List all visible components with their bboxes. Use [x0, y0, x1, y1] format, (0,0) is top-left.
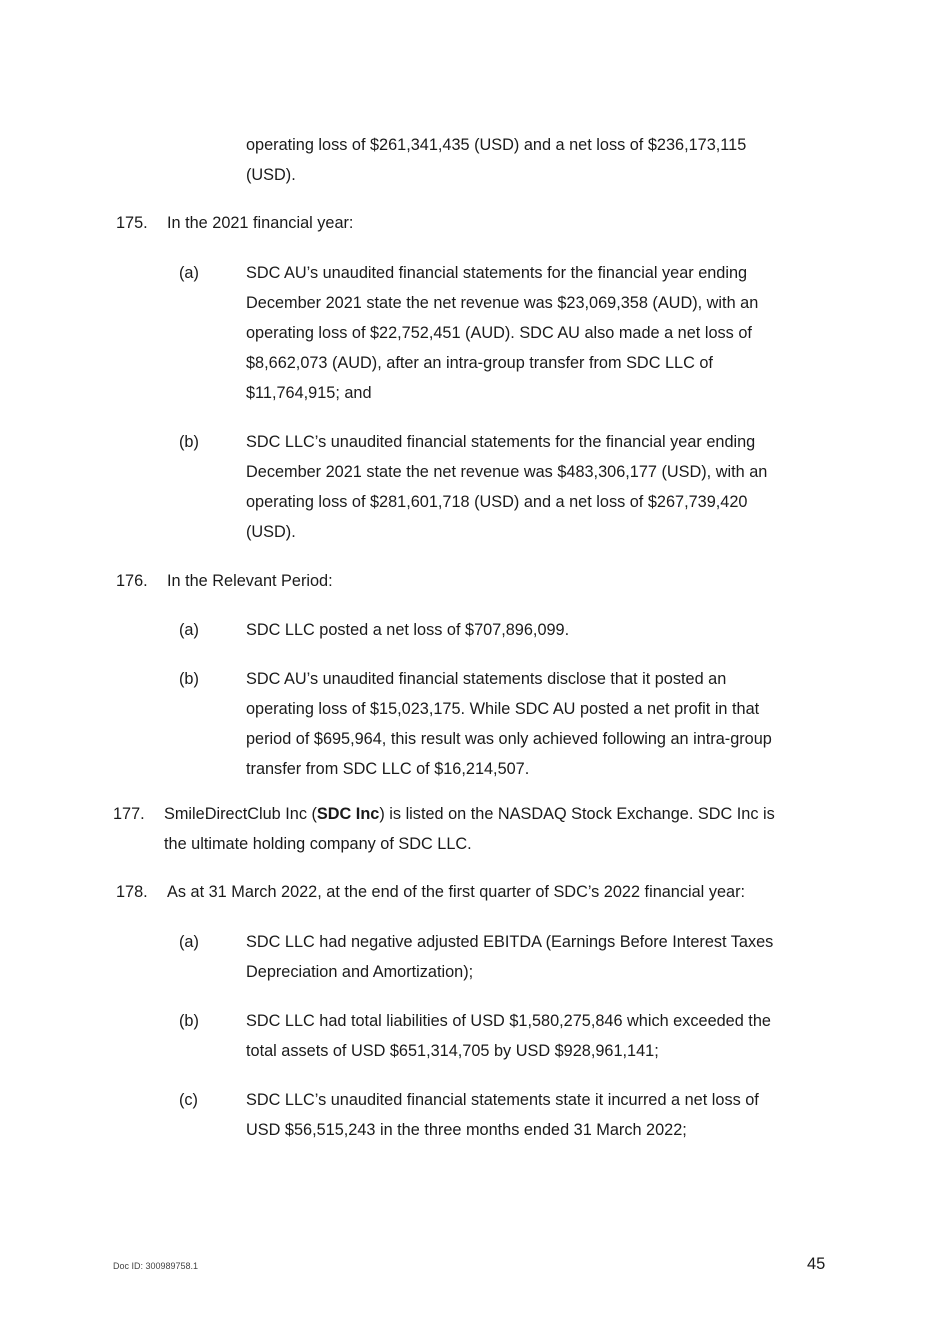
subparagraph-line: SDC LLC posted a net loss of $707,896,099.	[246, 621, 570, 639]
subparagraph-line: transfer from SDC LLC of $16,214,507.	[246, 760, 530, 778]
subparagraph-line: total assets of USD $651,314,705 by USD $928,961,141;	[246, 1042, 659, 1060]
subparagraph-line: (USD).	[246, 523, 296, 541]
subparagraph-line: SDC LLC’s unaudited financial statements state it incurred a net loss of	[246, 1091, 759, 1109]
page-number: 45	[807, 1255, 826, 1273]
subparagraph-line: operating loss of $22,752,451 (AUD). SDC AU also made a net loss of	[246, 324, 752, 342]
defined-term: SDC Inc	[316, 805, 380, 823]
subparagraph-line: SDC AU’s unaudited financial statements for the financial year ending	[246, 264, 748, 282]
subparagraph-line: SDC LLC had total liabilities of USD $1,580,275,846 which exceeded the	[246, 1012, 771, 1030]
subparagraph-line: $8,662,073 (AUD), after an intra-group transfer from SDC LLC of	[246, 354, 713, 372]
subparagraph-line: SDC LLC’s unaudited financial statements for the financial year ending	[246, 433, 756, 451]
subparagraph-label: (c)	[179, 1091, 198, 1109]
subparagraph-line: December 2021 state the net revenue was $483,306,177 (USD), with an	[246, 463, 768, 481]
subparagraph-line: Depreciation and Amortization);	[246, 963, 474, 981]
subparagraph-line: operating loss of $15,023,175. While SDC AU posted a net profit in that	[246, 700, 760, 718]
paragraph-number-175: 175.	[116, 214, 148, 232]
subparagraph-line: SDC AU’s unaudited financial statements disclose that it posted an	[246, 670, 727, 688]
paragraph-number-178: 178.	[116, 883, 148, 901]
paragraph-175-intro: In the 2021 financial year:	[167, 214, 354, 232]
continuation-line-2: (USD).	[246, 166, 296, 184]
subparagraph-line: December 2021 state the net revenue was $23,069,358 (AUD), with an	[246, 294, 759, 312]
paragraph-number-176: 176.	[116, 572, 148, 590]
subparagraph-line: operating loss of $281,601,718 (USD) and a net loss of $267,739,420	[246, 493, 748, 511]
subparagraph-label: (a)	[179, 264, 199, 282]
paragraph-176-intro: In the Relevant Period:	[167, 572, 333, 590]
subparagraph-label: (a)	[179, 933, 199, 951]
paragraph-178-intro: As at 31 March 2022, at the end of the first quarter of SDC’s 2022 financial year:	[167, 883, 746, 901]
document-id: Doc ID: 300989758.1	[113, 1261, 199, 1271]
continuation-line-1: operating loss of $261,341,435 (USD) and a net loss of $236,173,115	[246, 136, 747, 154]
paragraph-177-line-2: the ultimate holding company of SDC LLC.	[164, 835, 472, 853]
paragraph-177-text: ) is listed on the NASDAQ Stock Exchange. SDC Inc is	[379, 805, 775, 823]
subparagraph-label: (b)	[179, 433, 199, 451]
subparagraph-label: (b)	[179, 1012, 199, 1030]
subparagraph-label: (b)	[179, 670, 199, 688]
subparagraph-label: (a)	[179, 621, 199, 639]
paragraph-177-line-1	[164, 804, 775, 824]
subparagraph-line: SDC LLC had negative adjusted EBITDA (Earnings Before Interest Taxes	[246, 933, 774, 951]
subparagraph-line: period of $695,964, this result was only achieved following an intra-group	[246, 730, 772, 748]
paragraph-177-text: SmileDirectClub Inc (	[164, 805, 317, 823]
subparagraph-line: USD $56,515,243 in the three months ended 31 March 2022;	[246, 1121, 687, 1139]
paragraph-number-177: 177.	[113, 805, 145, 823]
subparagraph-line: $11,764,915; and	[246, 384, 372, 402]
